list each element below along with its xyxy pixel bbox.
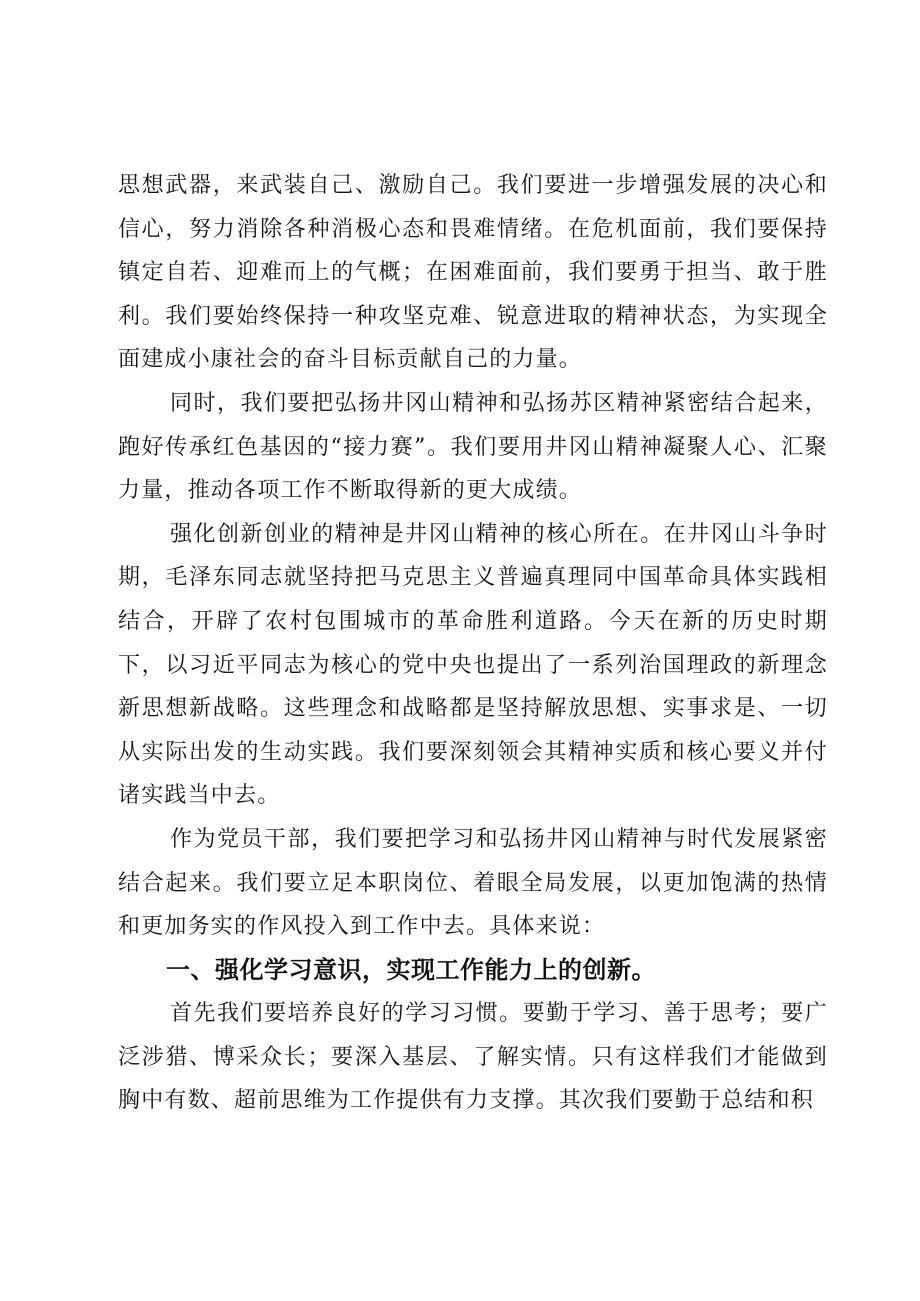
paragraph-study-habits: 首先我们要培养良好的学习习惯。要勤于学习、善于思考；要广泛涉猎、博采众长；要深入基层、了解实情。只有这样我们才能做到胸中有数、超前思维为工作提供有力支撑。其次我们要勤于总结和积 [118,1001,828,1114]
paragraph-continued: 思想武器，来武装自己、激励自己。我们要进一步增强发展的决心和信心，努力消除各种消极心态和畏难情绪。在危机面前，我们要保持镇定自若、迎难而上的气概；在困难面前，我们要勇于担当、敢于胜利。我们要始终保持一种攻坚克难、锐意进取的精神状态，为实现全面建成小康社会的奋斗目标贡献自己的力量。 [118,173,828,373]
paragraph-party-cadre: 作为党员干部，我们要把学习和弘扬井冈山精神与时代发展紧密结合起来。我们要立足本职岗位、着眼全局发展，以更加饱满的热情和更加务实的作风投入到工作中去。具体来说： [118,826,828,940]
paragraph-innovation-spirit: 强化创新创业的精神是井冈山精神的核心所在。在井冈山斗争时期，毛泽东同志就坚持把马克思主义普遍真理同中国革命具体实践相结合，开辟了农村包围城市的革命胜利道路。今天在新的历史时期下，以习近平同志为核心的党中央也提出了一系列治国理政的新理念新思想新战略。这些理念和战略都是坚持解放思想、实事求是、一切从实际出发的生动实践。我们要深刻领会其精神实质和核心要义并付诸实践当中去。 [118,521,828,809]
paragraph-red-gene-relay: 同时，我们要把弘扬井冈山精神和弘扬苏区精神紧密结合起来，跑好传承红色基因的“接力赛”。我们要用井冈山精神凝聚人心、汇聚力量，推动各项工作不断取得新的更大成绩。 [118,390,828,504]
section-heading: 一、强化学习意识，实现工作能力上的创新。 [166,955,656,984]
document-body [118,164,828,1123]
